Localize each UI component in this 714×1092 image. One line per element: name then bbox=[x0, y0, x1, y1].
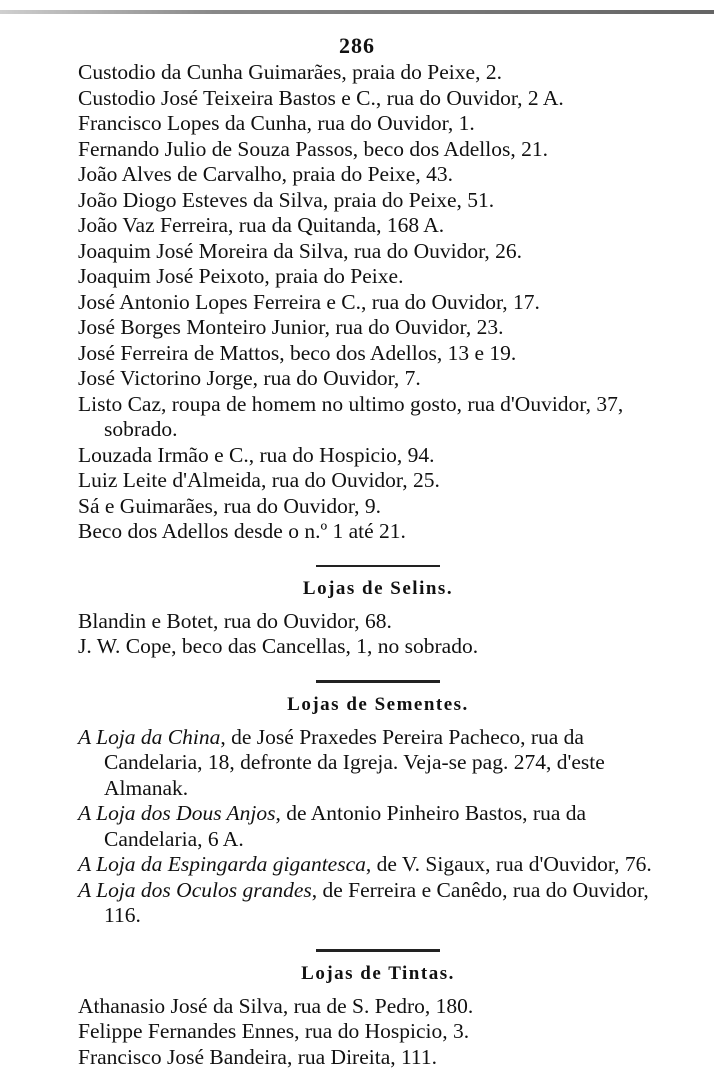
list-item bbox=[78, 725, 678, 802]
list-item bbox=[78, 878, 678, 929]
top-border-rule bbox=[0, 10, 714, 14]
tintas-list bbox=[78, 994, 678, 1071]
list-item: Luiz Leite d'Almeida, rua do Ouvidor, 25. bbox=[78, 468, 440, 492]
list-item: Custodio da Cunha Guimarães, praia do Peixe, 2. bbox=[78, 60, 502, 84]
list-item: José Antonio Lopes Ferreira e C., rua do Ouvidor, 17. bbox=[78, 289, 540, 314]
list-item: Blandin e Botet, rua do Ouvidor, 68. bbox=[78, 608, 392, 633]
list-item: Fernando Julio de Souza Passos, beco dos Adellos, 21. bbox=[78, 136, 548, 161]
list-item: Listo Caz, roupa de homem no ultimo gosto, rua d'Ouvidor, 37, sobrado. bbox=[78, 391, 624, 441]
list-item: João Vaz Ferreira, rua da Quitanda, 168 A. bbox=[78, 213, 445, 237]
list-item: João Diogo Esteves da Silva, praia do Peixe, 51. bbox=[78, 187, 495, 212]
section-heading-sementes: Lojas de Sementes. bbox=[287, 693, 469, 715]
shop-details: , de Antonio Pinheiro Bastos, rua da Candelaria, 6 A. bbox=[104, 801, 587, 851]
section-divider bbox=[316, 680, 440, 683]
shop-name: A Loja dos Oculos grandes bbox=[78, 877, 312, 902]
page-content bbox=[78, 60, 678, 1070]
selins-list bbox=[78, 609, 678, 660]
list-item: João Alves de Carvalho, praia do Peixe, 43. bbox=[78, 162, 453, 186]
section-divider bbox=[316, 949, 440, 952]
list-item: Francisco José Bandeira, rua Direita, 111. bbox=[78, 1044, 438, 1069]
list-item: Custodio José Teixeira Bastos e C., rua do Ouvidor, 2 A. bbox=[78, 85, 564, 110]
list-item: Felippe Fernandes Ennes, rua do Hospicio, 3. bbox=[78, 1019, 470, 1043]
list-item: Francisco Lopes da Cunha, rua do Ouvidor, 1. bbox=[78, 111, 475, 135]
list-item: Joaquim José Moreira da Silva, rua do Ouvidor, 26. bbox=[78, 238, 522, 263]
shop-name: A Loja da China bbox=[78, 724, 221, 749]
page-number: 286 bbox=[339, 33, 375, 58]
list-item: Louzada Irmão e C., rua do Hospicio, 94. bbox=[78, 442, 435, 467]
list-item: José Victorino Jorge, rua do Ouvidor, 7. bbox=[78, 366, 421, 390]
shop-details: , de José Praxedes Pereira Pacheco, rua da Candelaria, 18, defronte da Igreja. Veja-se pag. 274, d'este Almanak. bbox=[104, 724, 605, 800]
list-item: Athanasio José da Silva, rua de S. Pedro, 180. bbox=[78, 993, 474, 1018]
section-heading-tintas: Lojas de Tintas. bbox=[301, 962, 455, 984]
list-item: José Borges Monteiro Junior, rua do Ouvidor, 23. bbox=[78, 315, 504, 339]
list-item: Sá e Guimarães, rua do Ouvidor, 9. bbox=[78, 493, 382, 518]
sementes-list bbox=[78, 725, 678, 929]
merchant-list bbox=[78, 60, 678, 545]
shop-name: A Loja dos Dous Anjos bbox=[78, 801, 276, 825]
section-heading-selins: Lojas de Selins. bbox=[302, 577, 454, 599]
list-item: Joaquim José Peixoto, praia do Peixe. bbox=[78, 264, 404, 288]
list-item: Beco dos Adellos desde o n.º 1 até 21. bbox=[78, 519, 406, 543]
shop-details: , de V. Sigaux, rua d'Ouvidor, 76. bbox=[365, 852, 652, 876]
list-item: J. W. Cope, beco das Cancellas, 1, no sobrado. bbox=[78, 634, 479, 658]
list-item bbox=[78, 801, 678, 852]
section-divider bbox=[316, 565, 440, 567]
shop-name: A Loja da Espingarda gigantesca bbox=[78, 852, 366, 876]
list-item: José Ferreira de Mattos, beco dos Adellos, 13 e 19. bbox=[78, 340, 517, 365]
list-item bbox=[78, 852, 678, 878]
shop-details: , de Ferreira e Canêdo, rua do Ouvidor, 116. bbox=[104, 877, 649, 927]
